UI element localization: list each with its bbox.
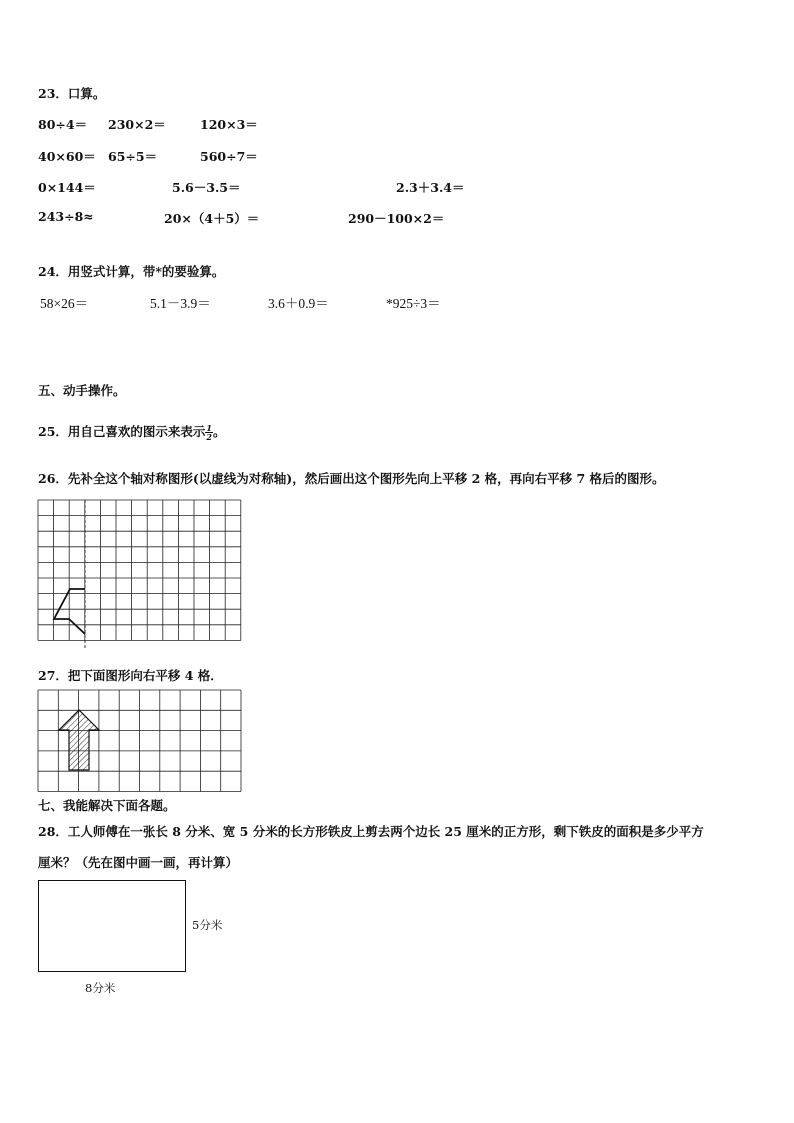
q24-title: 24．用竖式计算，带*的要验算。 [38,264,225,279]
height-label: 5分米 [192,918,223,932]
q28-line-2: 厘米？（先在图中画一画，再计算） [38,855,239,870]
q23-title: 23．口算。 [38,86,106,101]
q24-item-4: *925÷3＝ [386,296,441,311]
section-7-title: 七、我能解决下面各题。 [38,798,176,813]
one-half-fraction: $\frac{1}{2}$ [206,423,212,442]
q27-grid-figure [38,690,244,794]
q25-text: 25．用自己喜欢的图示来表示 $\frac{1}{2}$ 。 [38,423,226,442]
q23-r2-c3: 560÷7＝ [200,149,258,164]
q25-label: 25．用自己喜欢的图示来表示 [38,424,206,439]
q23-r4-c1: 243÷8≈ [38,209,94,224]
q23-r3-c3: 2.3＋3.4＝ [396,180,465,195]
q24-item-1: 58×26＝ [40,296,89,311]
q23-r4-c3: 290－100×2＝ [348,211,445,226]
q28-line-1: 28．工人师傅在一张长 8 分米、宽 5 分米的长方形铁皮上剪去两个边长 25 厘米的正方形，剩下铁皮的面积是多少平方 [38,824,704,839]
q23-r3-c2: 5.6－3.5＝ [172,180,241,195]
q23-r1-c3: 120×3＝ [200,117,258,132]
q26-text: 26．先补全这个轴对称图形(以虚线为对称轴)，然后画出这个图形先向上平移 2 格，再向右平移 7 格后的图形。 [38,471,665,486]
q27-text: 27．把下面图形向右平移 4 格． [38,668,223,683]
q23-r2-c2: 65÷5＝ [108,149,158,164]
section-5-title: 五、动手操作。 [38,383,126,398]
q24-item-2: 5.1－3.9＝ [150,296,211,311]
q24-item-3: 3.6＋0.9＝ [268,296,329,311]
q23-r3-c1: 0×144＝ [38,180,96,195]
q23-r1-c2: 230×2＝ [108,117,166,132]
hatched-arrow-shape [59,710,99,770]
q23-r2-c1: 40×60＝ [38,149,96,164]
q23-r1-c1: 80÷4＝ [38,117,88,132]
q23-r4-c2: 20×（4＋5）＝ [164,211,260,226]
width-label: 8分米 [85,981,116,995]
iron-sheet-rectangle [38,880,186,972]
q26-grid-figure [38,500,244,650]
